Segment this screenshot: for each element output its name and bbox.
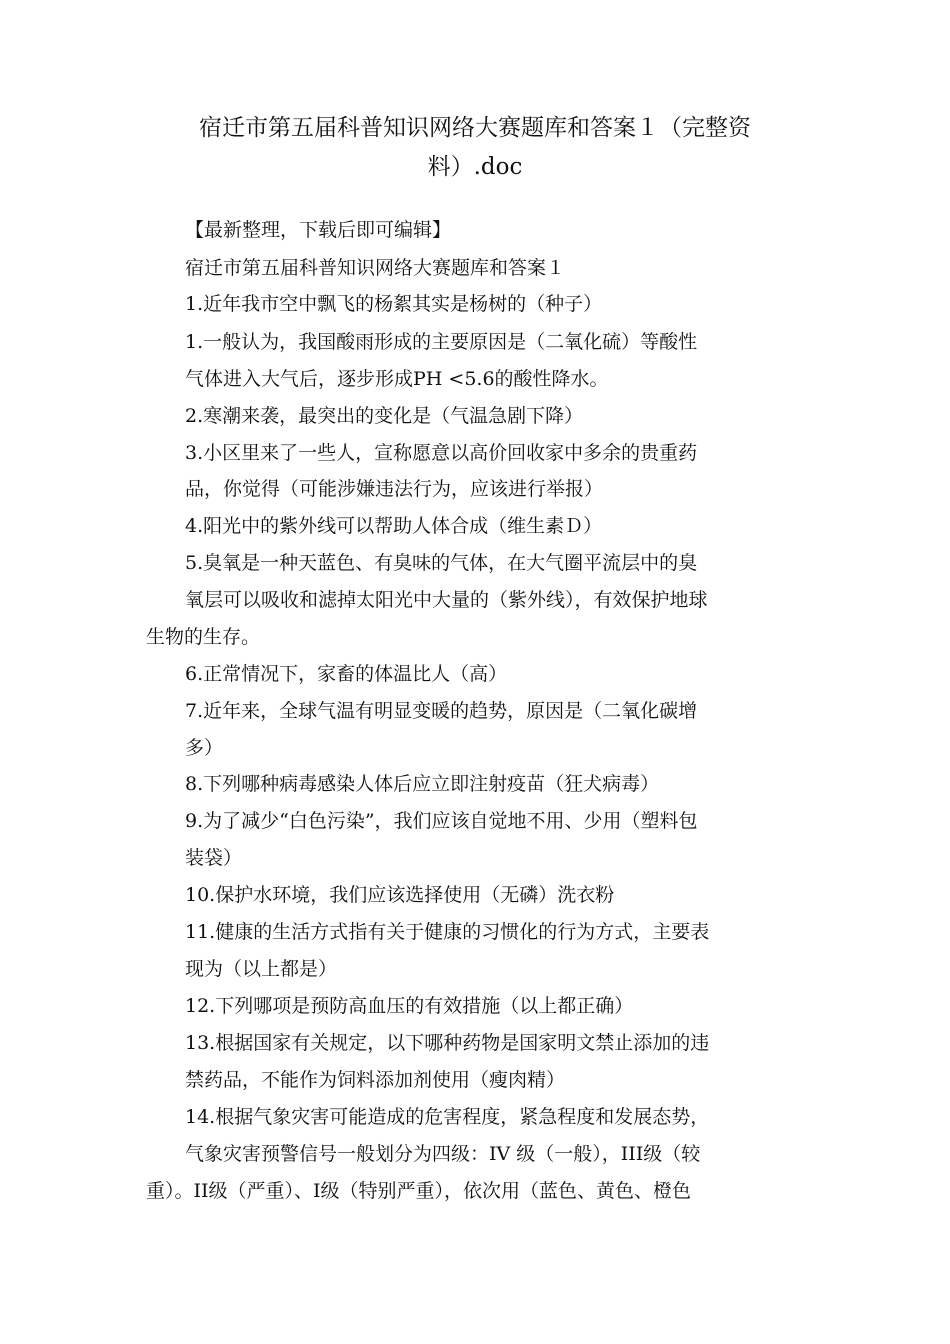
text-line: 8.下列哪种病毒感染人体后应立即注射疫苗（狂犬病毒）: [185, 773, 660, 795]
document-title-line-2: 料）.doc: [427, 154, 523, 180]
text-line: 气象灾害预警信号一般划分为四级：IV 级（一般），III级（较: [185, 1143, 701, 1165]
text-line: 气体进入大气后，逐步形成PH <5.6的酸性降水。: [185, 368, 609, 390]
text-line: 生物的生存。: [146, 626, 261, 648]
text-line: 现为（以上都是）: [185, 958, 338, 980]
text-line: 氧层可以吸收和滤掉太阳光中大量的（紫外线），有效保护地球: [185, 589, 708, 611]
text-line: 1.近年我市空中飘飞的杨絮其实是杨树的（种子）: [185, 293, 603, 315]
text-line: 6.正常情况下，家畜的体温比人（高）: [185, 663, 508, 685]
text-line: 12.下列哪项是预防高血压的有效措施（以上都正确）: [185, 995, 634, 1017]
text-line: 10.保护水环境，我们应该选择使用（无磷）洗衣粉: [185, 884, 615, 906]
text-line: 5.臭氧是一种天蓝色、有臭味的气体，在大气圈平流层中的臭: [185, 552, 698, 574]
text-line: 2.寒潮来袭，最突出的变化是（气温急剧下降）: [185, 405, 584, 427]
editable-note: 【最新整理，下载后即可编辑】: [185, 219, 452, 241]
text-line: 14.根据气象灾害可能造成的危害程度，紧急程度和发展态势，: [185, 1106, 710, 1128]
text-line: 1.一般认为，我国酸雨形成的主要原因是（二氧化硫）等酸性: [185, 331, 698, 353]
text-line: 4.阳光中的紫外线可以帮助人体合成（维生素Ｄ）: [185, 515, 603, 537]
text-line: 9.为了减少“白色污染”，我们应该自觉地不用、少用（塑料包: [185, 810, 698, 832]
text-line: 7.近年来，全球气温有明显变暖的趋势，原因是（二氧化碳增: [185, 700, 698, 722]
text-line: 3.小区里来了一些人，宣称愿意以高价回收家中多余的贵重药: [185, 442, 698, 464]
subtitle: 宿迁市第五届科普知识网络大赛题库和答案１: [185, 257, 566, 279]
text-line: 11.健康的生活方式指有关于健康的习惯化的行为方式，主要表: [185, 921, 710, 943]
text-line: 重）。II级（严重）、I级（特别严重），依次用（蓝色、黄色、橙色: [146, 1180, 692, 1202]
text-line: 禁药品，不能作为饲料添加剂使用（瘦肉精）: [185, 1069, 566, 1091]
text-line: 多）: [185, 737, 224, 759]
text-line: 装袋）: [185, 847, 243, 869]
text-line: 13.根据国家有关规定，以下哪种药物是国家明文禁止添加的违: [185, 1032, 710, 1054]
document-title-line-1: 宿迁市第五届科普知识网络大赛题库和答案１（完整资: [199, 115, 751, 141]
text-line: 品，你觉得（可能涉嫌违法行为，应该进行举报）: [185, 478, 604, 500]
